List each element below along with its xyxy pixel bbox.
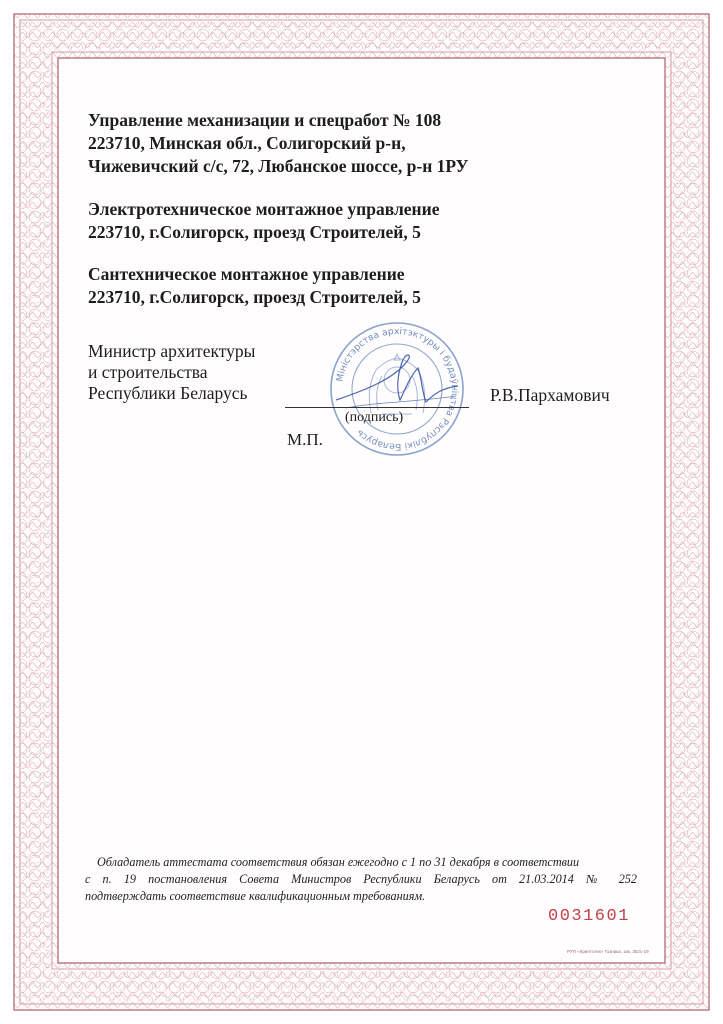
organization-address: Чижевичский с/с, 72, Любанское шоссе, р-н 1РУ (88, 156, 469, 176)
serial-number: 0031601 (548, 907, 630, 926)
seal-text: Міністэрства архітэктуры і будаўніцтва Рэспублікі Беларусь (334, 325, 461, 453)
printer-imprint: РУП «Криптотех» Гознака, зак. 352с-19 (567, 949, 649, 954)
organization-block-3 (88, 263, 421, 309)
signature-caption: (подпись) (345, 410, 404, 425)
organization-address: 223710, Минская обл., Солигорский р-н, (88, 133, 406, 153)
stamp-place-label: М.П. (287, 430, 323, 449)
footer-note-line: подтверждать соответствие квалификационным требованиям. (85, 889, 426, 903)
footer-note-line: с п. 19 постановления Совета Министров Республики Беларусь от 21.03.2014 № 252 (85, 872, 637, 886)
organization-block-1 (88, 109, 469, 178)
signatory-name: Р.В.Пархамович (490, 385, 610, 405)
signatory-title-line: Министр архитектуры (88, 341, 256, 361)
signatory-title-line: и строительства (88, 362, 208, 382)
organization-address: 223710, г.Солигорск, проезд Строителей, 5 (88, 287, 421, 307)
organization-address: 223710, г.Солигорск, проезд Строителей, 5 (88, 222, 421, 242)
signatory-title (88, 341, 255, 404)
organization-name: Управление механизации и спецработ № 108 (88, 110, 442, 130)
signatory-title-line: Республики Беларусь (88, 383, 248, 403)
official-seal (326, 318, 468, 460)
organization-block-2 (88, 198, 439, 244)
footer-note-line: Обладатель аттестата соответствия обязан ежегодно с 1 по 31 декабря в соответствии (97, 855, 580, 869)
footer-note (85, 854, 637, 905)
signature-mark (336, 355, 458, 402)
organization-name: Сантехническое монтажное управление (88, 264, 405, 284)
content-area (62, 62, 662, 959)
organization-name: Электротехническое монтажное управление (88, 199, 440, 219)
signature-line (285, 407, 469, 408)
svg-text:Міністэрства архітэктуры і буд (334, 326, 460, 452)
